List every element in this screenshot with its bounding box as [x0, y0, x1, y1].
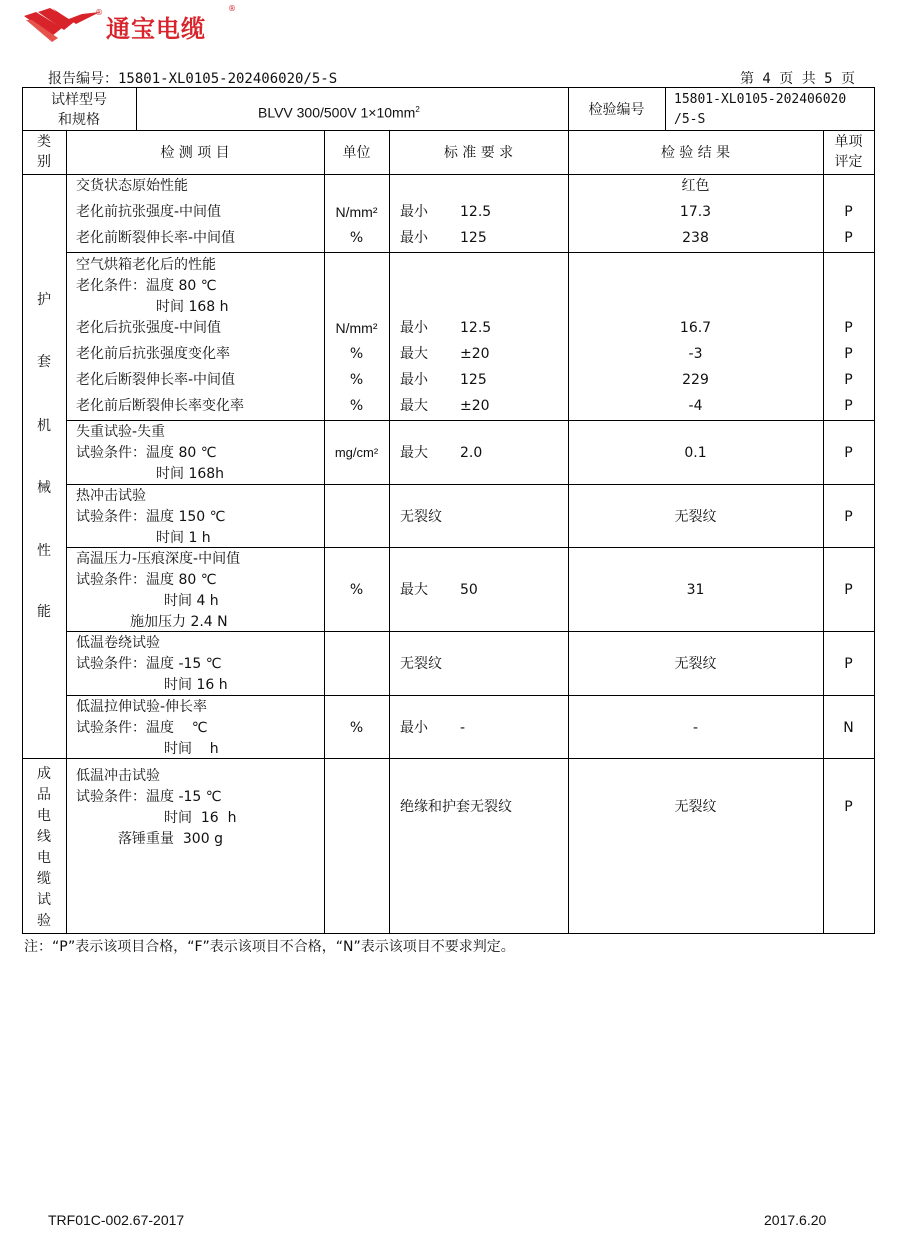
row-std-value: 125 — [460, 230, 487, 246]
row-std-label: 最小 — [400, 204, 428, 220]
table-row-item: 老化后抗张强度-中间值 — [76, 320, 222, 336]
table-row-item: 试验条件：温度 150 ℃ — [76, 509, 226, 525]
category-finished: 电 — [37, 850, 51, 866]
row-rating: P — [844, 445, 853, 461]
category-sheath: 套 — [37, 354, 51, 370]
row-unit: N/mm² — [335, 320, 378, 336]
table-row-item: 高温压力-压痕深度-中间值 — [76, 551, 241, 567]
row-std-label: 最小 — [400, 230, 428, 246]
footnote: 注：“P”表示该项目合格，“F”表示该项目不合格，“N”表示该项目不要求判定。 — [24, 939, 515, 955]
row-result: 无裂纹 — [674, 799, 717, 815]
col-item: 检 测 项 目 — [160, 145, 230, 161]
table-row-item: 时间 168h — [156, 466, 225, 482]
table-row-item: 时间 16 h — [164, 810, 237, 826]
table-row-item: 交货状态原始性能 — [76, 178, 188, 194]
col-category-2: 别 — [37, 154, 51, 170]
row-std-value: 125 — [460, 372, 487, 388]
brand-wing-icon — [22, 6, 102, 46]
category-sheath: 护 — [37, 292, 51, 308]
issue-date: 2017.6.20 — [764, 1212, 827, 1228]
row-std: 绝缘和护套无裂纹 — [400, 799, 512, 815]
row-result: 238 — [682, 230, 709, 246]
row-result: - — [692, 720, 699, 736]
row-result: 16.7 — [679, 320, 712, 336]
table-row-item: 老化条件：温度 80 ℃ — [76, 278, 217, 294]
registered-mark: ® — [95, 8, 103, 17]
table-row-item: 时间 168 h — [156, 299, 229, 315]
row-std-label: 最小 — [400, 320, 428, 336]
table-row-item: 低温冲击试验 — [76, 768, 160, 784]
table-row-item: 失重试验-失重 — [76, 424, 166, 440]
category-finished: 成 — [37, 766, 51, 782]
row-rating: P — [844, 372, 853, 388]
page-info: 第 4 页 共 5 页 — [740, 71, 856, 87]
table-row-item: 时间 16 h — [164, 677, 228, 693]
row-unit: % — [349, 720, 364, 736]
inspect-value: 15801-XL0105-202406020 — [674, 92, 847, 107]
inspect-label: 检验编号 — [588, 102, 645, 118]
report-number: 报告编号：15801-XL0105-202406020/5-S — [48, 71, 338, 87]
row-unit: mg/cm² — [334, 445, 379, 460]
row-std-label: 最小 — [400, 720, 428, 736]
row-rating: P — [844, 398, 853, 414]
table-row-item: 试验条件：温度 ℃ — [76, 720, 208, 736]
category-finished: 品 — [37, 787, 51, 803]
table-row-item: 试验条件：温度 80 ℃ — [76, 572, 217, 588]
category-sheath: 械 — [37, 480, 51, 496]
table-row-item: 老化前后抗张强度变化率 — [76, 346, 230, 362]
row-std: 无裂纹 — [400, 656, 442, 672]
table-row-item: 热冲击试验 — [76, 488, 146, 504]
category-sheath: 能 — [37, 604, 51, 620]
row-std-value: ±20 — [460, 398, 490, 414]
row-result: 无裂纹 — [674, 656, 717, 672]
table-row-item: 空气烘箱老化后的性能 — [76, 257, 216, 273]
table-row-item: 时间 4 h — [164, 593, 219, 609]
table-row-item: 老化前抗张强度-中间值 — [76, 204, 222, 220]
row-result: -3 — [688, 346, 703, 362]
col-unit: 单位 — [342, 145, 371, 161]
row-unit: % — [349, 230, 364, 246]
row-rating: P — [844, 204, 853, 220]
model-label: 试样型号 — [51, 92, 107, 108]
row-std-label: 最大 — [400, 398, 428, 414]
category-finished: 缆 — [37, 871, 51, 887]
table-row-item: 试验条件：温度 -15 ℃ — [76, 789, 222, 805]
row-std-value: ±20 — [460, 346, 490, 362]
row-unit: % — [349, 372, 364, 388]
col-result: 检 验 结 果 — [660, 145, 731, 161]
brand-logo — [22, 6, 206, 46]
row-result: 无裂纹 — [674, 509, 717, 525]
row-std-label: 最小 — [400, 372, 428, 388]
row-std-value: 50 — [460, 582, 478, 598]
row-rating: P — [844, 582, 853, 598]
row-std-value: 12.5 — [460, 204, 492, 220]
row-std-label: 最大 — [400, 346, 428, 362]
row-unit: % — [349, 346, 364, 362]
row-unit: % — [349, 582, 364, 598]
row-std-value: 2.0 — [460, 445, 483, 461]
row-result: -4 — [688, 398, 703, 414]
model-value: BLVV 300/500V $1\times 10mm^2$ — [258, 104, 420, 121]
category-finished: 电 — [37, 808, 51, 824]
row-std-label: 最大 — [400, 582, 428, 598]
row-result: 红色 — [681, 178, 710, 194]
brand-name: 通宝电缆 — [106, 14, 206, 43]
row-unit: N/mm² — [335, 204, 378, 220]
table-row-item: 落锤重量 300 g — [118, 831, 223, 847]
table-row-item: 老化前断裂伸长率-中间值 — [76, 230, 236, 246]
category-finished: 验 — [37, 913, 51, 929]
row-std-label: 最大 — [400, 445, 428, 461]
row-std-value: 12.5 — [460, 320, 492, 336]
table-row-item: 试验条件：温度 80 ℃ — [76, 445, 217, 461]
table-row-item: 低温卷绕试验 — [76, 635, 160, 651]
col-standard: 标 准 要 求 — [443, 145, 514, 161]
registered-mark-2: ® — [228, 4, 236, 13]
row-rating: P — [844, 320, 853, 336]
category-finished: 试 — [37, 892, 51, 908]
row-std: 无裂纹 — [400, 509, 442, 525]
row-unit: % — [349, 398, 364, 414]
table-row-item: 时间 1 h — [156, 530, 211, 546]
table-row-item: 试验条件：温度 -15 ℃ — [76, 656, 222, 672]
category-finished: 线 — [37, 829, 51, 845]
inspect-value-2: /5-S — [674, 112, 706, 127]
table-row-item: 时间 h — [164, 741, 219, 757]
row-result: 0.1 — [684, 445, 707, 461]
table-row-item: 低温拉伸试验-伸长率 — [76, 699, 208, 715]
form-number: TRF01C-002.67-2017 — [48, 1212, 185, 1228]
col-rating-2: 评定 — [834, 154, 863, 170]
row-result: 31 — [686, 582, 705, 598]
table-row-item: 老化后断裂伸长率-中间值 — [76, 372, 236, 388]
category-sheath: 性 — [37, 543, 51, 559]
row-result: 17.3 — [679, 204, 712, 220]
category-sheath: 机 — [37, 418, 51, 434]
table-row-item: 老化前后断裂伸长率变化率 — [76, 398, 244, 414]
table-row-item: 施加压力 2.4 N — [130, 614, 228, 630]
row-rating: P — [844, 230, 853, 246]
row-rating: P — [844, 656, 853, 672]
row-std-value: - — [460, 720, 466, 736]
row-result: 229 — [682, 372, 709, 388]
row-rating: P — [844, 346, 853, 362]
row-rating: N — [843, 720, 854, 736]
model-label-2: 和规格 — [58, 112, 100, 128]
col-category: 类 — [37, 134, 51, 150]
col-rating: 单项 — [834, 134, 863, 150]
row-rating: P — [844, 509, 853, 525]
row-rating: P — [844, 799, 853, 815]
